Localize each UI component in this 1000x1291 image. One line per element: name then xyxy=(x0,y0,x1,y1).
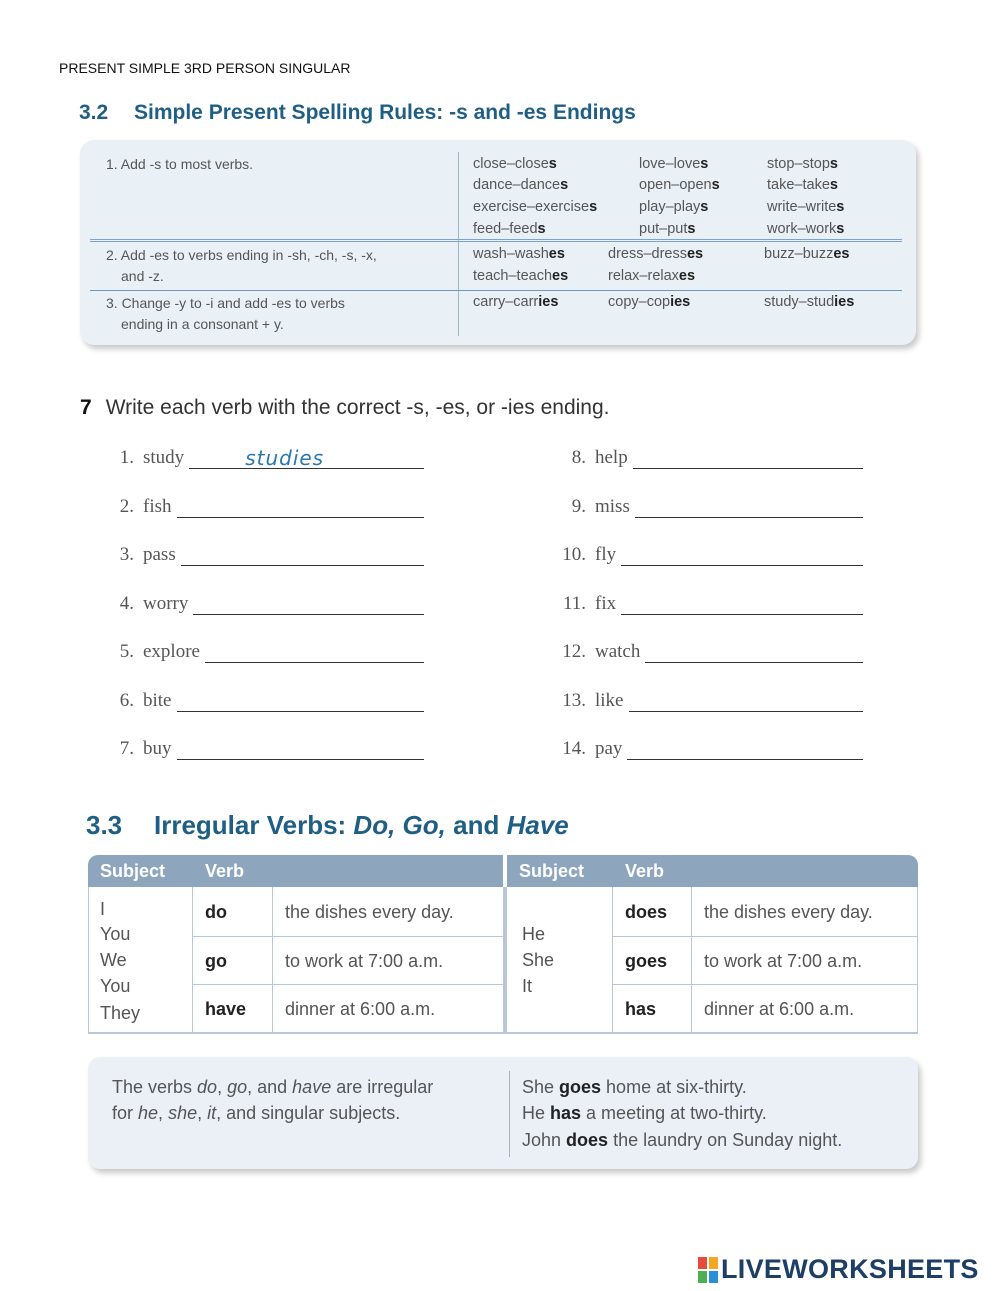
title-have: Have xyxy=(506,810,569,840)
exercise-item xyxy=(556,544,863,566)
answer-blank[interactable] xyxy=(621,545,863,566)
exercise-item xyxy=(110,641,424,663)
answer-blank[interactable] xyxy=(635,497,863,518)
irregular-notes-box xyxy=(88,1057,918,1169)
answer-blank[interactable] xyxy=(177,497,425,518)
logo-text: LIVEWORKSHEETS xyxy=(721,1254,979,1284)
item-number: 13. xyxy=(562,690,586,711)
header-verb-right: Verb xyxy=(625,861,665,881)
item-number: 6. xyxy=(119,690,134,711)
col-divider xyxy=(272,887,273,1033)
row-divider xyxy=(192,984,503,985)
item-number: 2. xyxy=(119,496,134,517)
exercise-item xyxy=(556,496,863,518)
subject-cell: It xyxy=(522,976,533,996)
row-divider xyxy=(192,936,503,937)
answer-blank[interactable] xyxy=(181,545,424,566)
item-verb: like xyxy=(595,690,624,711)
title-go: Go, xyxy=(402,810,446,840)
item-number: 4. xyxy=(119,593,134,614)
object-cell: the dishes every day. xyxy=(285,902,454,922)
spelling-example: take–takes xyxy=(767,177,838,193)
example-sentence: She goes home at six-thirty. xyxy=(522,1077,747,1097)
example-sentence: He has a meeting at two-thirty. xyxy=(522,1103,767,1123)
page-header: PRESENT SIMPLE 3RD PERSON SINGULAR xyxy=(59,60,351,76)
verb-cell: have xyxy=(205,999,247,1019)
item-number: 9. xyxy=(571,496,586,517)
spelling-example: teach–teaches xyxy=(473,268,569,284)
spelling-example: close–closes xyxy=(473,156,557,172)
object-cell: to work at 7:00 a.m. xyxy=(704,951,863,971)
object-cell: dinner at 6:00 a.m. xyxy=(704,999,855,1019)
exercise-item xyxy=(110,738,424,760)
table-border-right xyxy=(917,887,918,1033)
rules-divider xyxy=(458,152,459,336)
item-verb: worry xyxy=(143,593,189,614)
exercise-item xyxy=(556,690,863,712)
exercise-item xyxy=(556,447,863,469)
spelling-example: write–writes xyxy=(767,199,845,215)
section-3-2-title xyxy=(79,101,636,125)
answer-blank[interactable] xyxy=(189,448,424,469)
item-number: 10. xyxy=(562,544,586,565)
note-left-line-1: The verbs do, go, and have are irregular xyxy=(112,1077,434,1097)
title-and: and xyxy=(453,810,500,840)
section-number: 3.3 xyxy=(86,810,123,840)
title-do: Do, xyxy=(353,810,396,840)
header-subject-left: Subject xyxy=(100,861,166,881)
object-cell: dinner at 6:00 a.m. xyxy=(285,999,436,1019)
verb-cell: has xyxy=(625,999,657,1019)
item-verb: miss xyxy=(595,496,630,517)
answer-blank[interactable] xyxy=(627,739,863,760)
col-divider xyxy=(192,887,193,1033)
rule-3-line-2: ending in a consonant + y. xyxy=(121,316,284,332)
item-number: 12. xyxy=(562,641,586,662)
table-border-left xyxy=(88,887,89,1033)
exercise-item xyxy=(110,496,424,518)
section-3-3-title xyxy=(86,810,569,841)
rules-separator-2 xyxy=(90,290,902,291)
item-number: 8. xyxy=(571,447,586,468)
spelling-example: love–loves xyxy=(639,156,709,172)
rules-separator-1 xyxy=(90,239,902,242)
irregular-verbs-table xyxy=(88,855,918,1033)
spelling-example: play–plays xyxy=(639,199,709,215)
object-cell: to work at 7:00 a.m. xyxy=(285,951,444,971)
subject-cell: You xyxy=(100,976,131,996)
col-divider xyxy=(612,887,613,1033)
verb-cell: goes xyxy=(625,951,668,971)
spelling-example: dress–dresses xyxy=(608,246,704,262)
spelling-example: dance–dances xyxy=(473,177,569,193)
verb-cell: do xyxy=(205,902,227,922)
spelling-example: exercise–exercises xyxy=(473,199,598,215)
item-verb: fly xyxy=(595,544,617,565)
answer-blank[interactable] xyxy=(205,642,424,663)
logo-mark-icon xyxy=(698,1257,718,1283)
item-verb: buy xyxy=(143,738,172,759)
item-number: 7. xyxy=(119,738,134,759)
item-number: 5. xyxy=(119,641,134,662)
spelling-example: open–opens xyxy=(639,177,720,193)
answer-blank[interactable] xyxy=(645,642,863,663)
spelling-rules-box xyxy=(80,140,916,345)
item-number: 3. xyxy=(119,544,134,565)
exercise-item xyxy=(110,544,424,566)
answer-text: studies xyxy=(245,446,325,470)
answer-blank[interactable] xyxy=(621,594,863,615)
answer-blank[interactable] xyxy=(177,691,425,712)
exercise-item xyxy=(110,690,424,712)
exercise-item xyxy=(556,593,863,615)
table-middle-divider xyxy=(503,887,507,1033)
answer-blank[interactable] xyxy=(629,691,864,712)
subject-cell: I xyxy=(100,899,106,919)
item-verb: help xyxy=(595,447,628,468)
answer-blank[interactable] xyxy=(633,448,863,469)
object-cell: the dishes every day. xyxy=(704,902,873,922)
exercise-number: 7 xyxy=(80,396,92,419)
rule-1: 1. Add -s to most verbs. xyxy=(106,156,254,172)
section-title-text: Irregular Verbs: xyxy=(154,810,354,840)
answer-blank[interactable] xyxy=(177,739,425,760)
row-divider xyxy=(612,936,917,937)
item-verb: bite xyxy=(143,690,172,711)
exercise-item xyxy=(110,593,424,615)
spelling-example: put–puts xyxy=(639,221,696,237)
rule-3-line-1: 3. Change -y to -i and add -es to verbs xyxy=(106,295,345,311)
exercise-item xyxy=(556,738,863,760)
item-number: 1. xyxy=(119,447,134,468)
exercise-7-instruction xyxy=(80,396,610,420)
section-title-text: Simple Present Spelling Rules: -s and -es Endings xyxy=(134,101,636,124)
instruction-text: Write each verb with the correct -s, -es, or -ies ending. xyxy=(105,396,610,419)
example-sentence: John does the laundry on Sunday night. xyxy=(522,1130,843,1150)
subject-cell: We xyxy=(100,950,127,970)
item-verb: fish xyxy=(143,496,172,517)
item-verb: pay xyxy=(595,738,623,759)
spelling-example: stop–stops xyxy=(767,156,838,172)
item-verb: explore xyxy=(143,641,200,662)
item-number: 14. xyxy=(562,738,586,759)
subject-cell: You xyxy=(100,924,131,944)
spelling-example: work–works xyxy=(767,221,845,237)
item-verb: watch xyxy=(595,641,641,662)
header-verb-left: Verb xyxy=(205,861,245,881)
spelling-example: study–studies xyxy=(764,294,855,310)
rule-2-line-2: and -z. xyxy=(121,268,164,284)
answer-blank[interactable] xyxy=(193,594,424,615)
exercise-item xyxy=(556,641,863,663)
spelling-example: relax–relaxes xyxy=(608,268,696,284)
subject-cell: They xyxy=(100,1003,141,1023)
spelling-example: carry–carries xyxy=(473,294,559,310)
item-number: 11. xyxy=(562,593,586,614)
note-left-line-2: for he, she, it, and singular subjects. xyxy=(112,1103,401,1123)
spelling-example: copy–copies xyxy=(608,294,691,310)
item-verb: pass xyxy=(143,544,176,565)
subject-cell: He xyxy=(522,924,546,944)
col-divider xyxy=(691,887,692,1033)
spelling-example: feed–feeds xyxy=(473,221,546,237)
section-number: 3.2 xyxy=(79,101,109,124)
spelling-example: wash–washes xyxy=(473,246,565,262)
item-verb: fix xyxy=(595,593,617,614)
verb-cell: go xyxy=(205,951,227,971)
subject-cell: She xyxy=(522,950,555,970)
header-subject-right: Subject xyxy=(519,861,585,881)
row-divider xyxy=(612,984,917,985)
verb-cell: does xyxy=(625,902,668,922)
rule-2-line-1: 2. Add -es to verbs ending in -sh, -ch, -s, -x, xyxy=(106,247,377,263)
note-divider xyxy=(509,1071,510,1157)
exercise-item xyxy=(110,447,424,469)
table-border-bottom xyxy=(88,1032,918,1034)
liveworksheets-logo xyxy=(698,1254,979,1285)
item-verb: study xyxy=(143,447,185,468)
spelling-example: buzz–buzzes xyxy=(764,246,850,262)
